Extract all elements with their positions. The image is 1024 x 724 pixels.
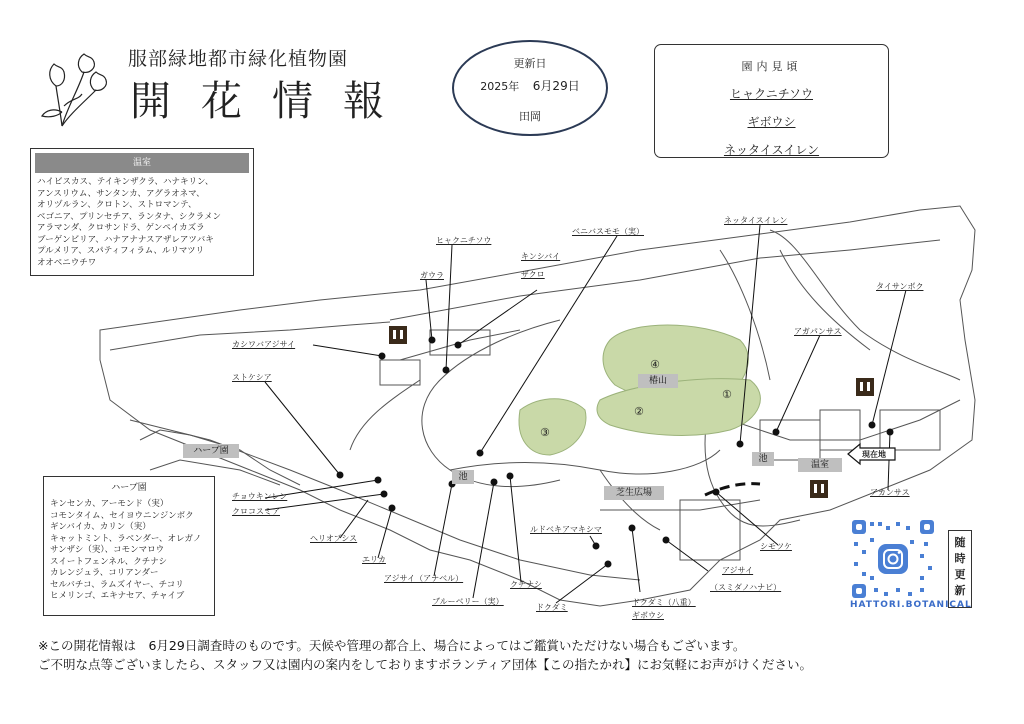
list-item: ベゴニア、プリンセチア、ランタナ、シクラメン [37, 211, 221, 222]
plant-label: ザクロ [521, 270, 545, 279]
update-day: 6月29日 [532, 79, 580, 93]
plant-label: ネッタイスイレン [724, 216, 788, 225]
update-notice-vertical [948, 530, 972, 608]
highlight-item: ギボウシ [747, 115, 796, 129]
herb-garden-plant-list [43, 476, 215, 616]
highlight-item: ヒャクニチソウ [729, 87, 814, 101]
list-item: コモンタイム、セイヨウニンジンボク [50, 510, 194, 521]
plant-label: アジサイ [722, 566, 754, 575]
area-number-4: ④ [650, 358, 660, 371]
pond-tag: 池 [752, 452, 774, 466]
plant-label: ヒャクニチソウ [436, 236, 492, 245]
area-number-3: ③ [540, 426, 550, 439]
list-item: カレンジュラ、コリアンダー [50, 568, 159, 578]
plant-label: ガウラ [420, 271, 444, 280]
list-item: オオベニウチワ [37, 257, 97, 268]
vertical-char: 随 [954, 536, 966, 549]
list-item: アンスリウム、サンタンカ、アグラオネマ、 [37, 188, 205, 199]
update-label: 更新日 [513, 57, 547, 70]
greenhouse-plant-list [30, 148, 254, 276]
instagram-qr-code[interactable] [850, 518, 936, 600]
vertical-char: 更 [954, 568, 966, 581]
highlights-heading: 園内見頃 [741, 60, 802, 73]
plant-label: ドクダミ [536, 603, 568, 612]
list-item: キャットミント、ラベンダー、オレガノ [50, 533, 202, 544]
list-item: セルバチコ、ラムズイヤー、チコリ [50, 579, 184, 590]
plant-label: ルドベキアマキシマ [530, 525, 602, 534]
list-item: ハイビスカス、テイキンザクラ、ハナキリン、 [37, 177, 214, 187]
greenhouse-list-heading: 温室 [35, 153, 249, 173]
list-item: ギンバイカ、カリン（実） [50, 522, 151, 532]
greenhouse-tag: 温室 [798, 458, 842, 472]
current-location-label: 現在地 [862, 450, 886, 459]
herb-list-heading: ハーブ園 [48, 479, 210, 497]
vertical-char: 時 [954, 552, 966, 565]
list-item: アラマンダ、クロサンドラ、ゲンペイカズラ [37, 223, 205, 233]
green-area-3 [519, 399, 586, 455]
plant-label: ドクダミ（八重） [632, 598, 696, 607]
list-item: サンザシ（実）、コモンマロウ [50, 545, 165, 555]
plant-label: アガパンサス [794, 327, 842, 336]
area-number-2: ② [634, 405, 644, 418]
list-item: キンセンカ、アーモンド（実） [50, 499, 169, 509]
plant-label: アジサイ（アナベル） [384, 574, 464, 583]
plant-label: クロコスミア [232, 507, 280, 516]
footer-note: ご不明な点等ございましたら、スタッフ又は園内の案内をしておりますボランティア団体【この指たかれ】にお気軽にお声がけください。 [38, 657, 813, 672]
plant-label: ギボウシ [632, 611, 664, 620]
vertical-char: 新 [954, 584, 966, 597]
tsubaki-yama-tag: 椿山 [638, 374, 678, 388]
list-item: ブーゲンビリア、ハナアナナスアザレアツバキ [37, 234, 214, 245]
plant-label: タイサンボク [876, 282, 924, 291]
plant-label: （スミダノハナビ） [710, 583, 782, 592]
plant-label: ブルーベリー（実） [432, 597, 504, 606]
plant-label: カシワバアジサイ [232, 340, 296, 349]
plant-label: エリカ [362, 555, 386, 564]
instagram-handle: HATTORI.BOTANICAL [850, 600, 972, 610]
plant-label: ストケシア [232, 373, 272, 382]
herb-garden-tag: ハーブ園 [183, 444, 239, 458]
lawn-tag: 芝生広場 [604, 486, 664, 500]
plant-label: ヘリオプシス [310, 534, 358, 543]
update-year: 2025年 [480, 80, 520, 93]
highlight-item: ネッタイスイレン [723, 143, 820, 157]
plant-label: キンシバイ [521, 252, 561, 261]
pond-tag: 池 [452, 470, 474, 484]
list-item: オリヅルラン、クロトン、ストロマンテ、 [37, 200, 197, 210]
page-title: 開花情報 [130, 77, 414, 125]
list-item: スイートフェンネル、クチナシ [50, 556, 168, 567]
area-number-1: ① [722, 388, 732, 401]
plant-label: シモツケ [760, 542, 792, 551]
plant-label: チョウキンレン [232, 492, 288, 501]
garden-name: 服部緑地都市緑化植物園 [128, 48, 349, 70]
list-item: ヒメリンゴ、エキナセア、チャイブ [50, 591, 185, 601]
list-item: プルメリア、スパティフィラム、ルリマツリ [37, 246, 205, 256]
plant-label: アカンサス [870, 488, 910, 497]
plant-label: クチナシ [510, 580, 542, 589]
footer-note: ※この開花情報は 6月29日調査時のものです。天候や管理の都合上、場合によってはご鑑賞いただけない場合もございます。 [38, 638, 746, 653]
plant-label: ベニバスモモ（実） [572, 227, 644, 236]
update-author: 田岡 [519, 110, 541, 123]
